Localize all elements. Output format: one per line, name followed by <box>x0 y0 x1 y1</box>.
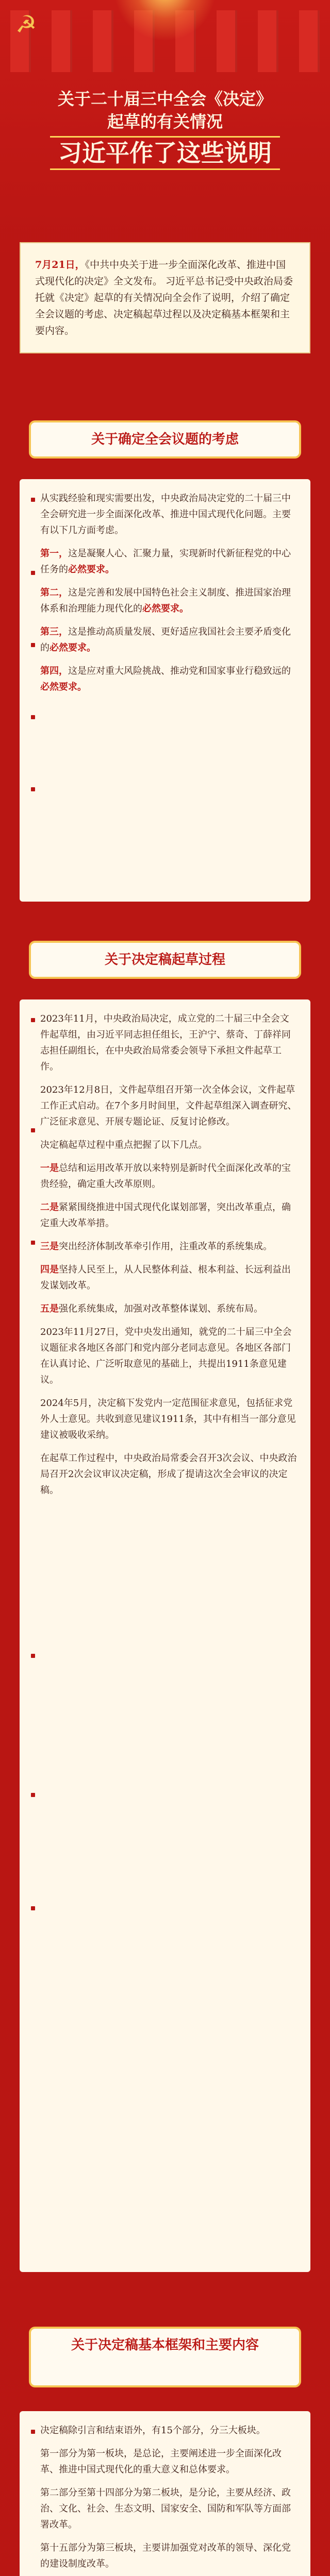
section-title-3: 关于决定稿基本框架和主要内容 <box>31 2329 299 2385</box>
section1-card <box>20 479 310 902</box>
hero-banner <box>0 0 330 258</box>
hero-line1: 关于二十届三中全会《决定》 <box>57 89 272 109</box>
lead-text: 《中共中央关于进一步全面深化改革、推进中国式现代化的决定》全文发布。 习近平总书记受中央政治局委托就《决定》起草的有关情况向全会作了说明，介绍了确定全会议题的考虑、决定稿起草过程以及决定稿基本框架和主要内容。 <box>35 259 293 336</box>
s2-point-4: 四是坚持人民至上，从人民整体利益、根本利益、长远利益出发谋划改革。 <box>40 1264 291 1291</box>
hero-title <box>0 88 330 170</box>
s2-p5: 2024年5月，决定稿下发党内一定范围征求意见，包括征求党外人士意见。共收到意见建议1911条，其中有相当一部分意见建议被吸收采纳。 <box>40 1398 296 1440</box>
s2-point-2: 二是紧紧围绕推进中国式现代化谋划部署，突出改革重点，确定重大改革举措。 <box>40 1202 291 1229</box>
s2-p3: 决定稿起草过程中重点把握了以下几点。 <box>40 1140 207 1150</box>
s1-item-4: 第四，这是应对重大风险挑战、推动党和国家事业行稳致远的必然要求。 <box>40 666 291 692</box>
s2-point-3: 三是突出经济体制改革牵引作用，注重改革的系统集成。 <box>40 1241 272 1252</box>
section-title-2: 关于决定稿起草过程 <box>31 943 299 977</box>
s3-p1: 决定稿除引言和结束语外，有15个部分，分三大板块。 <box>40 2425 266 2436</box>
s2-point-1: 一是总结和运用改革开放以来特别是新时代全面深化改革的宝贵经验，确定重大改革原则。 <box>40 1163 291 1190</box>
s3-p3: 第二部分至第十四部分为第二板块，是分论，主要从经济、政治、文化、社会、生态文明、国家安全、国防和军队等方面部署改革。 <box>40 2487 291 2530</box>
s2-p4: 2023年11月27日，党中央发出通知，就党的二十届三中全会议题征求各地区各部门和党内部分老同志意见。各地区各部门在认真讨论、广泛听取意见的基础上，共提出1911条意见建议。 <box>40 1327 292 1385</box>
party-emblem-icon: ☭ <box>15 10 37 38</box>
s3-p4: 第十五部分为第三板块，主要讲加强党对改革的领导、深化党的建设制度改革。 <box>40 2543 291 2569</box>
s1-intro: 从实践经验和现实需要出发，中央政治局决定党的二十届三中全会研究进一步全面深化改革、推进中国式现代化问题。主要有以下几方面考虑。 <box>40 493 291 536</box>
section2-card <box>20 999 310 2272</box>
section3-card <box>20 2411 310 2576</box>
s2-p6: 在起草工作过程中，中央政治局常委会召开3次会议、中央政治局召开2次会议审议决定稿，形成了提请这次全会审议的决定稿。 <box>40 1453 297 1496</box>
s1-item-1: 第一，这是凝聚人心、汇聚力量，实现新时代新征程党的中心任务的必然要求。 <box>40 548 291 575</box>
lead-box <box>20 242 310 353</box>
s1-item-3: 第三，这是推动高质量发展、更好适应我国社会主要矛盾变化的必然要求。 <box>40 626 291 653</box>
lead-date: 7月21日， <box>35 259 85 270</box>
s3-p2: 第一部分为第一板块，是总论，主要阐述进一步全面深化改革、推进中国式现代化的重大意义和总体要求。 <box>40 2448 282 2475</box>
s2-p2: 2023年12月8日，文件起草组召开第一次全体会议，文件起草工作正式启动。在7个多月时间里，文件起草组深入调查研究、广泛征求意见、开展专题论证、反复讨论修改。 <box>40 1084 297 1127</box>
section-title-1: 关于确定全会议题的考虑 <box>31 422 299 456</box>
hero-line3: 习近平作了这些说明 <box>50 136 280 170</box>
s1-item-2: 第二，这是完善和发展中国特色社会主义制度、推进国家治理体系和治理能力现代化的必然要求。 <box>40 587 291 614</box>
hero-line2: 起草的有关情况 <box>107 112 223 131</box>
s2-point-5: 五是强化系统集成，加强对改革整体谋划、系统布局。 <box>40 1303 263 1314</box>
s2-p1: 2023年11月，中央政治局决定，成立党的二十届三中全会文件起草组，由习近平同志担任组长，王沪宁、蔡奇、丁薛祥同志担任副组长，在中央政治局常委会领导下承担文件起草工作。 <box>40 1013 291 1072</box>
